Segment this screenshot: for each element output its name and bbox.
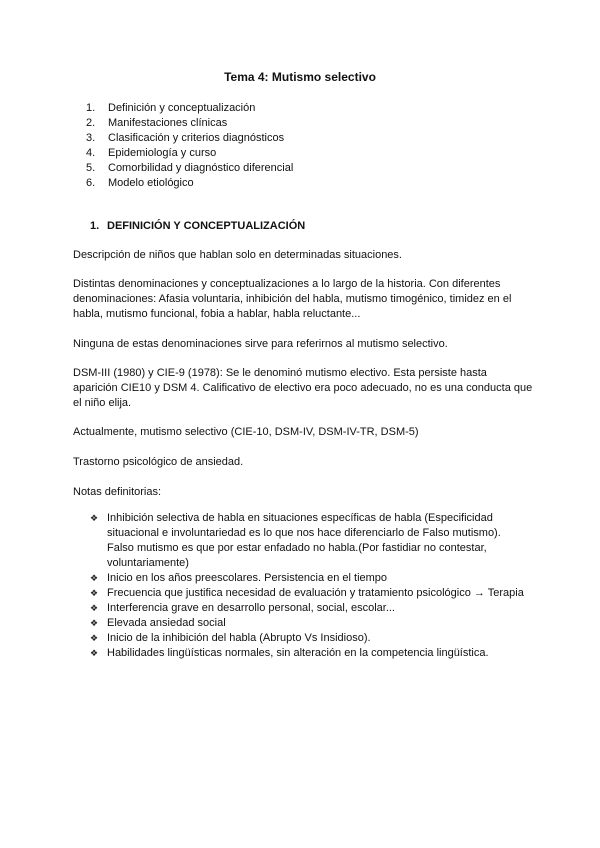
toc-item: 1. Definición y conceptualización — [86, 102, 256, 114]
paragraph-none-valid: Ninguna de estas denominaciones sirve para referirnos al mutismo selectivo. — [73, 338, 448, 350]
toc-item-label: Clasificación y criterios diagnósticos — [108, 132, 285, 144]
list-item: ❖ Inhibición selectiva de habla en situaciones específicas de habla (Especificidad situacional e involuntariedad es lo que nos hace diferenciarlo de Falso mutismo). Falso mutismo es que por estar enfadado no habla.(Por fastidiar no contestar, voluntariamente) — [90, 512, 501, 569]
paragraph-notes-heading: Notas definitorias: — [73, 486, 162, 498]
section-heading-text: DEFINICIÓN Y CONCEPTUALIZACIÓN — [107, 220, 306, 232]
document-title: Tema 4: Mutismo selectivo — [224, 70, 376, 84]
paragraph-description: Descripción de niños que hablan solo en determinadas situaciones. — [73, 249, 402, 261]
diamond-bullet-icon: ❖ — [90, 603, 99, 613]
paragraph-dsm-history: DSM-III (1980) y CIE-9 (1978): Se le denominó mutismo electivo. Esta persiste hasta aparición CIE10 y DSM 4. Calificativo de electivo era poco adecuado, no es una conducta que el niño elija. — [73, 367, 533, 409]
diamond-bullet-icon: ❖ — [90, 513, 99, 523]
paragraph-denominations: Distintas denominaciones y conceptualizaciones a lo largo de la historia. Con diferentes denominaciones: Afasia voluntaria, inhibición del habla, mutismo timogénico, timidez en el habla, mutismo funcional, fobia a hablar, habla reluctante... — [73, 278, 512, 320]
list-item: ❖ Elevada ansiedad social — [90, 617, 226, 629]
toc-item-label: Definición y conceptualización — [108, 102, 256, 114]
section-heading: 1. DEFINICIÓN Y CONCEPTUALIZACIÓN — [90, 220, 306, 232]
diamond-bullet-icon: ❖ — [90, 618, 99, 628]
toc-item: 3. Clasificación y criterios diagnósticos — [86, 132, 285, 144]
list-item: ❖ Inicio en los años preescolares. Persistencia en el tiempo — [90, 572, 388, 584]
list-item: ❖ Interferencia grave en desarrollo personal, social, escolar... — [90, 602, 395, 614]
list-item: ❖ Habilidades lingüísticas normales, sin alteración en la competencia lingüística. — [90, 647, 489, 659]
diamond-bullet-icon: ❖ — [90, 588, 99, 598]
diamond-bullet-icon: ❖ — [90, 648, 99, 658]
toc-item-label: Modelo etiológico — [108, 177, 194, 189]
toc-item-label: Epidemiología y curso — [108, 147, 217, 159]
toc-item-label: Comorbilidad y diagnóstico diferencial — [108, 162, 294, 174]
toc-item-label: Manifestaciones clínicas — [108, 117, 228, 129]
toc-item: 2. Manifestaciones clínicas — [86, 117, 228, 129]
list-item: ❖ Frecuencia que justifica necesidad de evaluación y tratamiento psicológico → Terapia — [90, 587, 524, 599]
defining-notes-list — [90, 511, 530, 661]
diamond-bullet-icon: ❖ — [90, 633, 99, 643]
paragraph-current-name: Actualmente, mutismo selectivo (CIE-10, DSM-IV, DSM-IV-TR, DSM-5) — [73, 426, 419, 438]
table-of-contents — [86, 101, 293, 191]
toc-item: 4. Epidemiología y curso — [86, 147, 217, 159]
toc-item: 6. Modelo etiológico — [86, 177, 194, 189]
diamond-bullet-icon: ❖ — [90, 573, 99, 583]
toc-item: 5. Comorbilidad y diagnóstico diferencial — [86, 162, 294, 174]
list-item: ❖ Inicio de la inhibición del habla (Abrupto Vs Insidioso). — [90, 632, 371, 644]
paragraph-anxiety-disorder: Trastorno psicológico de ansiedad. — [73, 456, 244, 468]
